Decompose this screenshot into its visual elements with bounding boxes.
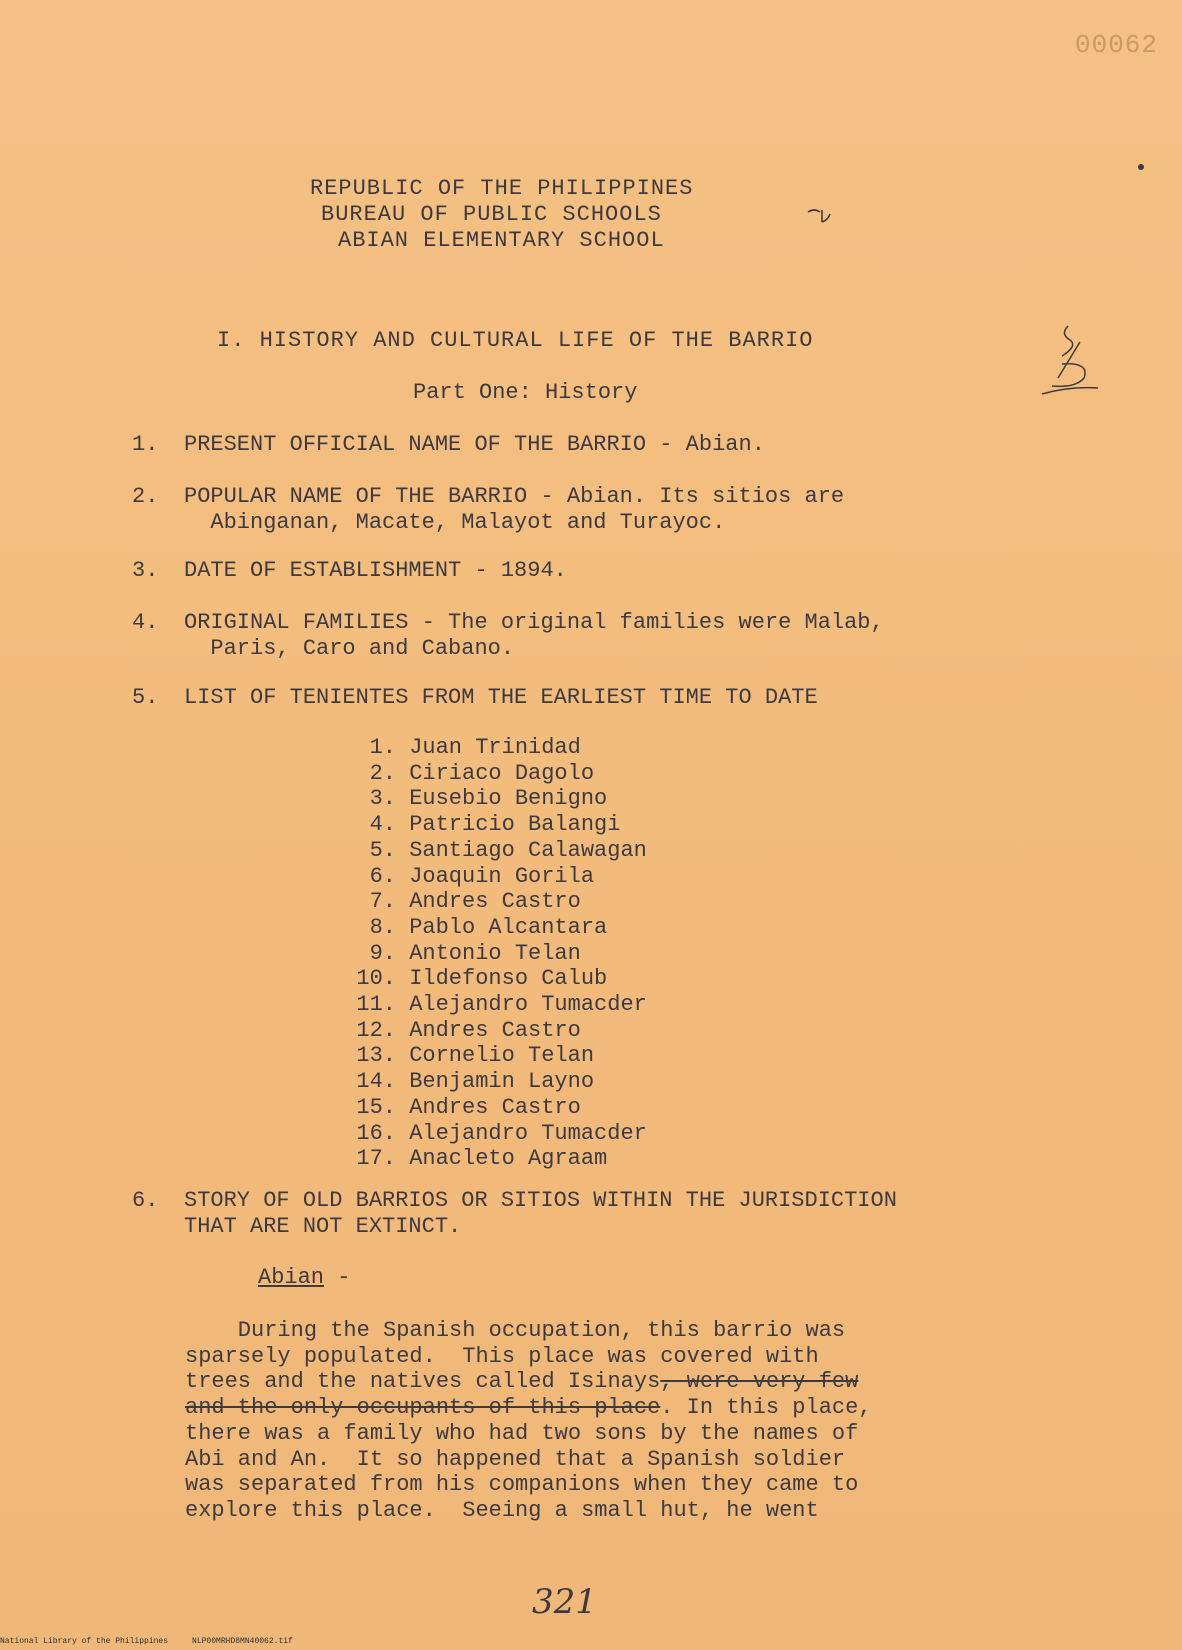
- item-number: 6.: [132, 1188, 159, 1213]
- list-item: 7. Andres Castro: [369, 889, 581, 915]
- list-item: 9. Antonio Telan: [369, 940, 581, 966]
- header-line-2: BUREAU OF PUBLIC SCHOOLS: [321, 202, 662, 227]
- item-text: LIST OF TENIENTES FROM THE EARLIEST TIME TO DATE: [184, 685, 818, 710]
- list-item: 10. Ildefonso Calub: [356, 966, 608, 992]
- list-item: 5. Santiago Calawagan: [369, 837, 647, 863]
- handwritten-mark-icon: [806, 204, 836, 224]
- list-item: [132, 484, 844, 536]
- item-text: ORIGINAL FAMILIES - The original families were Malab,: [184, 610, 884, 635]
- item-text: DATE OF ESTABLISHMENT - 1894.: [184, 558, 567, 583]
- list-item: [132, 432, 765, 458]
- item-text: PRESENT OFFICIAL NAME OF THE BARRIO - Abian.: [184, 432, 765, 457]
- section-title: I. HISTORY AND CULTURAL LIFE OF THE BARRIO: [217, 328, 814, 353]
- paragraph-line: trees and the natives called Isinays, were very few: [185, 1369, 859, 1395]
- list-item: 17. Anacleto Agraam: [356, 1146, 608, 1172]
- subsection-heading: Abian -: [258, 1265, 351, 1290]
- list-item: [132, 685, 818, 711]
- list-item: 11. Alejandro Tumacder: [356, 992, 647, 1018]
- list-item: [132, 610, 884, 662]
- header-line-1: REPUBLIC OF THE PHILIPPINES: [310, 176, 694, 201]
- item-number: 2.: [132, 484, 159, 509]
- abian-paragraph: [185, 1318, 872, 1524]
- list-item: 6. Joaquin Gorila: [369, 863, 595, 889]
- stamp-number: 00062: [1074, 30, 1158, 60]
- paragraph-line: sparsely populated. This place was covered with: [185, 1343, 819, 1369]
- paragraph-line: explore this place. Seeing a small hut, he went: [185, 1497, 819, 1523]
- item-number: 3.: [132, 558, 159, 583]
- list-item: 1. Juan Trinidad: [369, 735, 581, 760]
- list-item: [132, 558, 567, 584]
- item-number: 1.: [132, 432, 159, 457]
- paragraph-line: Abi and An. It so happened that a Spanish soldier: [185, 1446, 846, 1472]
- list-item: 15. Andres Castro: [356, 1094, 581, 1120]
- list-item: [132, 1188, 897, 1240]
- document-header: [310, 176, 693, 254]
- struck-text: and the only occupants of this place: [185, 1395, 661, 1421]
- footer-caption: National Library of the Philippines NLP00MRHD8MN40062.tif: [0, 1637, 293, 1646]
- tenientes-list: [330, 735, 647, 1172]
- paragraph-line: During the Spanish occupation, this barrio was: [185, 1318, 846, 1343]
- paragraph-line: and the only occupants of this place. In this place,: [185, 1395, 872, 1421]
- list-item: 8. Pablo Alcantara: [369, 914, 608, 940]
- list-item: 3. Eusebio Benigno: [369, 786, 608, 812]
- item-text: STORY OF OLD BARRIOS OR SITIOS WITHIN THE JURISDICTION: [184, 1188, 897, 1213]
- part-title: Part One: History: [413, 380, 638, 405]
- list-item: 16. Alejandro Tumacder: [356, 1120, 647, 1146]
- list-item: 12. Andres Castro: [356, 1017, 581, 1043]
- item-number: 4.: [132, 610, 159, 635]
- item-text: Abinganan, Macate, Malayot and Turayoc.: [184, 510, 726, 535]
- list-item: 13. Cornelio Telan: [356, 1043, 595, 1069]
- list-item: 4. Patricio Balangi: [369, 812, 621, 838]
- item-number: 5.: [132, 685, 159, 710]
- ink-dot: [1138, 164, 1144, 170]
- handwritten-initials-icon: [1040, 322, 1100, 402]
- item-text: Paris, Caro and Cabano.: [184, 636, 515, 661]
- paragraph-line: there was a family who had two sons by the names of: [185, 1420, 859, 1446]
- paragraph-line: was separated from his companions when they came to: [185, 1472, 859, 1498]
- item-text: POPULAR NAME OF THE BARRIO - Abian. Its sitios are: [184, 484, 845, 509]
- header-line-3: ABIAN ELEMENTARY SCHOOL: [338, 228, 665, 253]
- page-number: 321: [532, 1582, 597, 1622]
- item-text: THAT ARE NOT EXTINCT.: [184, 1214, 462, 1239]
- list-item: 14. Benjamin Layno: [356, 1069, 595, 1095]
- struck-text: , were very few: [660, 1369, 859, 1395]
- list-item: 2. Ciriaco Dagolo: [369, 760, 595, 786]
